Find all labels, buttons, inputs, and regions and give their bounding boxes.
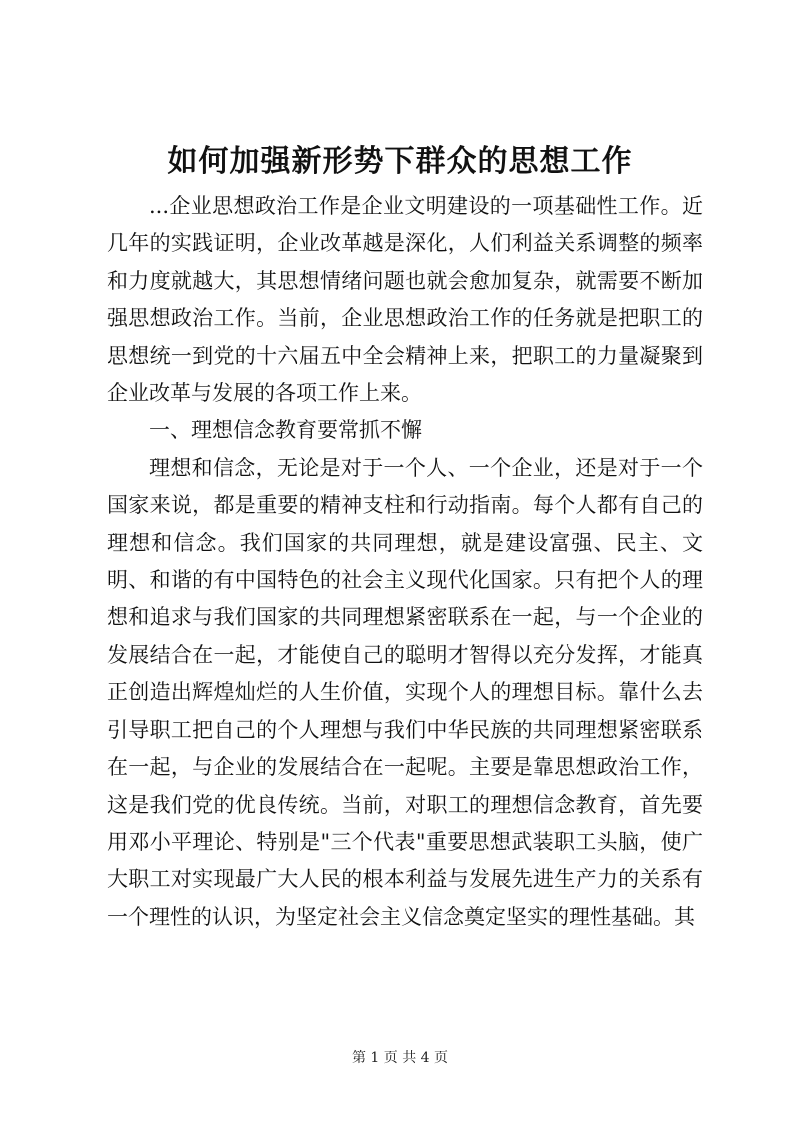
paragraph-ideals: 理想和信念，无论是对于一个人、一个企业，还是对于一个国家来说，都是重要的精神支柱和行动指南。每个人都有自己的理想和信念。我们国家的共同理想，就是建设富强、民主、文明、和谐的有中国特色的社会主义现代化国家。只有把个人的理想和追求与我们国家的共同理想紧密联系在一起，与一个企业的发展结合在一起，才能使自己的聪明才智得以充分发挥，才能真正创造出辉煌灿烂的人生价值，实现个人的理想目标。靠什么去引导职工把自己的个人理想与我们中华民族的共同理想紧密联系在一起，与企业的发展结合在一起呢。主要是靠思想政治工作，这是我们党的优良传统。当前，对职工的理想信念教育，首先要用邓小平理论、特别是"三个代表"重要思想武装职工头脑，使广大职工对实现最广大人民的根本利益与发展先进生产力的关系有一个理性的认识，为坚定社会主义信念奠定坚实的理性基础。其 — [107, 455, 703, 929]
page-footer: 第 1 页 共 4 页 — [351, 1050, 449, 1066]
paragraph-intro: ...企业思想政治工作是企业文明建设的一项基础性工作。近几年的实践证明，企业改革越是深化，人们利益关系调整的频率和力度就越大，其思想情绪问题也就会愈加复杂，就需要不断加强思想政治工作。当前，企业思想政治工作的任务就是把职工的思想统一到党的十六届五中全会精神上来，把职工的力量凝聚到企业改革与发展的各项工作上来。 — [107, 194, 703, 406]
document-title: 如何加强新形势下群众的思想工作 — [167, 144, 633, 179]
section-heading: 一、理想信念教育要常抓不懈 — [149, 418, 422, 443]
document-body — [107, 188, 703, 936]
